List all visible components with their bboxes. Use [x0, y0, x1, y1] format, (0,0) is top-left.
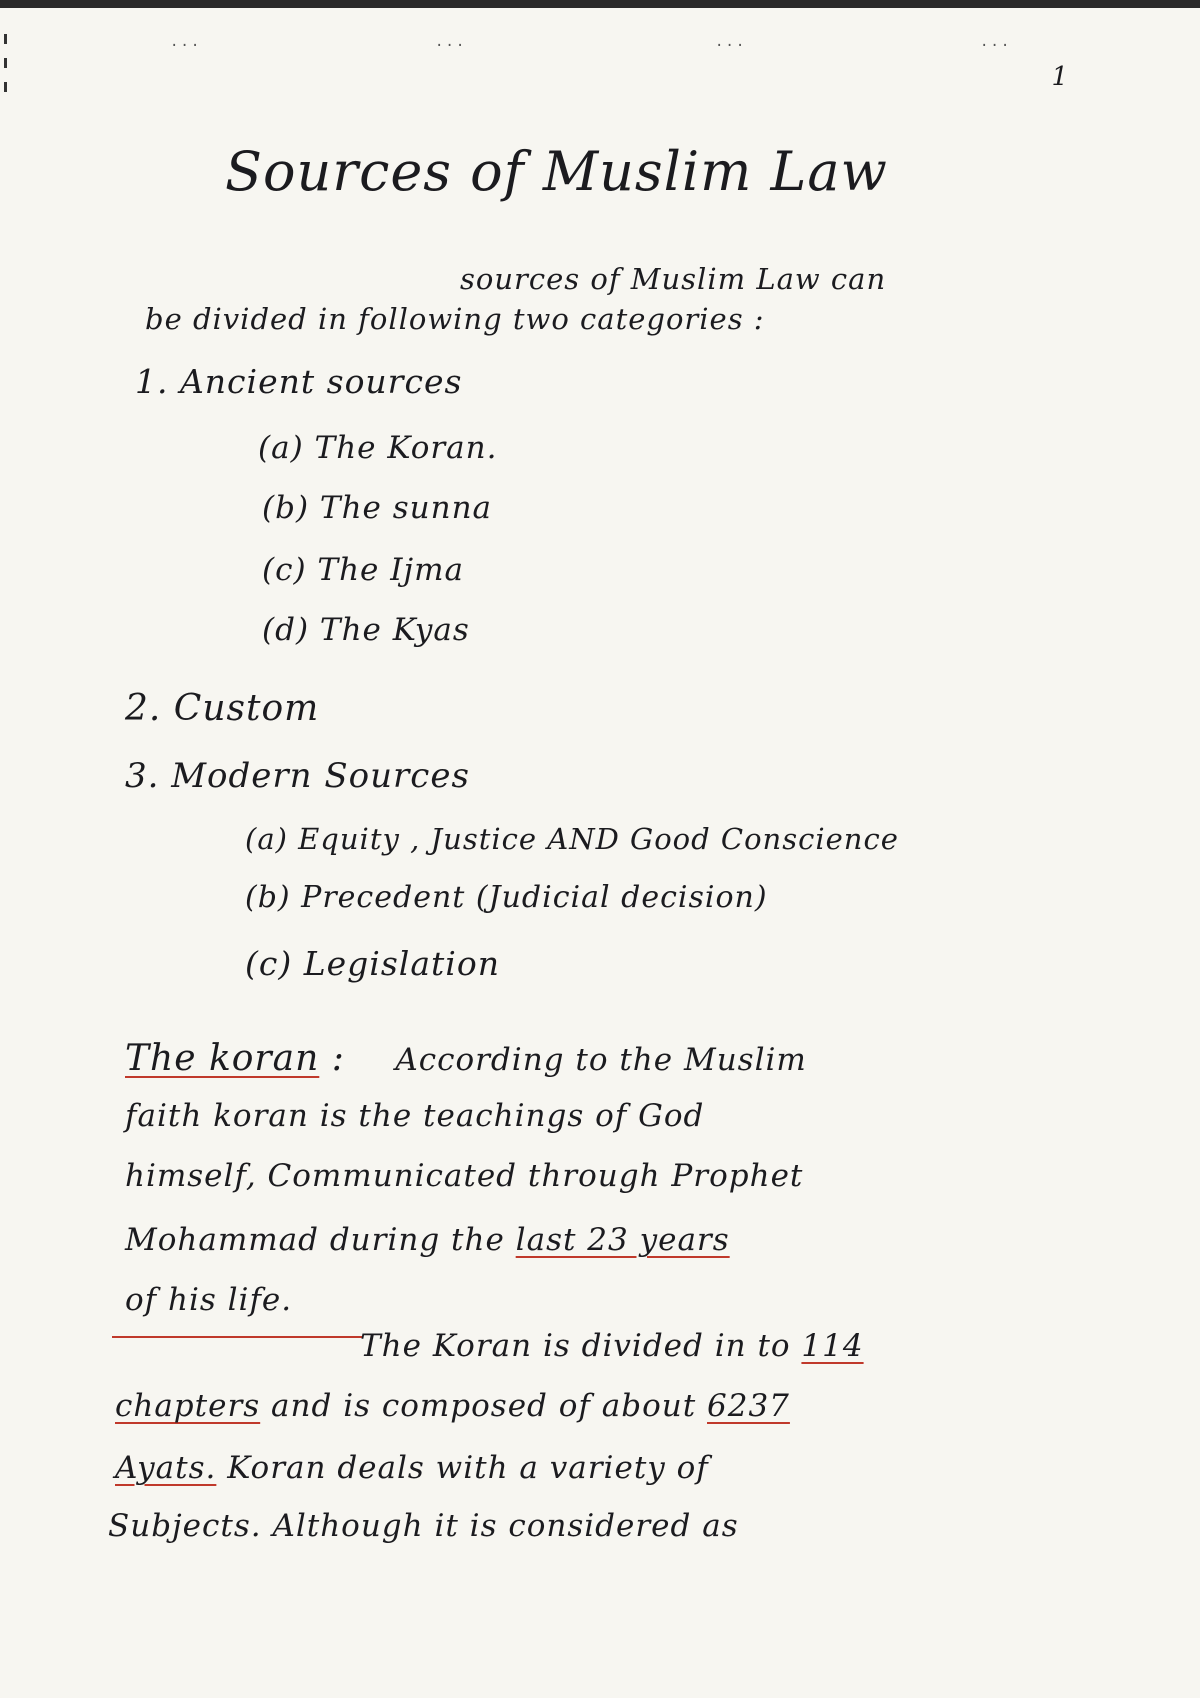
koran-p2-line-1-start: The Koran is divided in to [360, 1328, 791, 1364]
koran-p1-line-1: According to the Muslim [395, 1042, 807, 1078]
koran-p2-line-3 [115, 1450, 709, 1486]
koran-heading-colon: : [331, 1038, 345, 1079]
binding-marks [0, 20, 14, 150]
koran-p1-line-5: of his life. [125, 1282, 293, 1318]
modern-item-precedent: (b) Precedent (Judicial decision) [245, 880, 768, 915]
koran-6237-ayats-count: 6237 [707, 1388, 790, 1424]
ancient-item-sunna: (b) The sunna [262, 490, 493, 526]
koran-heading: The koran [125, 1038, 320, 1079]
modern-sources-heading: 3. Modern Sources [125, 756, 470, 796]
koran-p2-line-4: Subjects. Although it is considered as [108, 1508, 739, 1544]
page-number: 1 [1051, 62, 1068, 92]
ancient-item-ijma: (c) The Ijma [262, 552, 464, 588]
koran-p1-line-2: faith koran is the teachings of God [125, 1098, 705, 1134]
ancient-sources-heading: 1. Ancient sources [135, 362, 463, 401]
koran-114-chapters-count: 114 [801, 1328, 864, 1364]
koran-p2-line-3-rest: Koran deals with a variety of [227, 1450, 709, 1486]
red-underline-stroke [112, 1336, 362, 1338]
koran-p1-line-4 [125, 1222, 730, 1258]
koran-heading-line [125, 1038, 807, 1079]
koran-ayats-word: Ayats. [115, 1450, 217, 1486]
page-top-edge [0, 0, 1200, 8]
koran-last-23-years: last 23 years [515, 1222, 730, 1258]
intro-line-2: be divided in following two categories : [145, 302, 765, 336]
koran-p2-line-1 [360, 1328, 864, 1364]
modern-item-legislation: (c) Legislation [245, 944, 500, 983]
page-title: Sources of Muslim Law [225, 140, 888, 203]
koran-chapters-word: chapters [115, 1388, 261, 1424]
koran-p1-line-3: himself, Communicated through Prophet [125, 1158, 804, 1194]
custom-heading: 2. Custom [125, 688, 320, 729]
koran-p2-line-2-middle: and is composed of about [271, 1388, 697, 1424]
ancient-item-koran: (a) The Koran. [258, 430, 498, 466]
intro-line-1: sources of Muslim Law can [460, 262, 887, 296]
koran-p2-line-2 [115, 1388, 790, 1424]
koran-p1-line-4-start: Mohammad during the [125, 1222, 505, 1258]
modern-item-equity: (a) Equity , Justice AND Good Conscience [245, 822, 899, 856]
ancient-item-kyas: (d) The Kyas [262, 612, 470, 648]
notebook-page: ... ... ... ... 1 Sources of Muslim Law sources of Muslim Law can be divided in following two categories : 1. Ancient sources (a) The Koran. (b) The sunna (c) The Ijma (d) The Kyas 2. Custom 3. Modern Sources (a) Equity , Justice AND Good Conscience (b) Precedent (Judicial decision) (c) Legislation The koran : According to the Muslim faith koran is the teachings of God himself, Communicated through Prophet Mohammad during the last 23 years of his life. The Koran is divided in to 114 chapters and is composed of about 6237 Ayats. Koran deals with a variety of Subjects. Although it is considered as [0, 0, 1200, 1698]
